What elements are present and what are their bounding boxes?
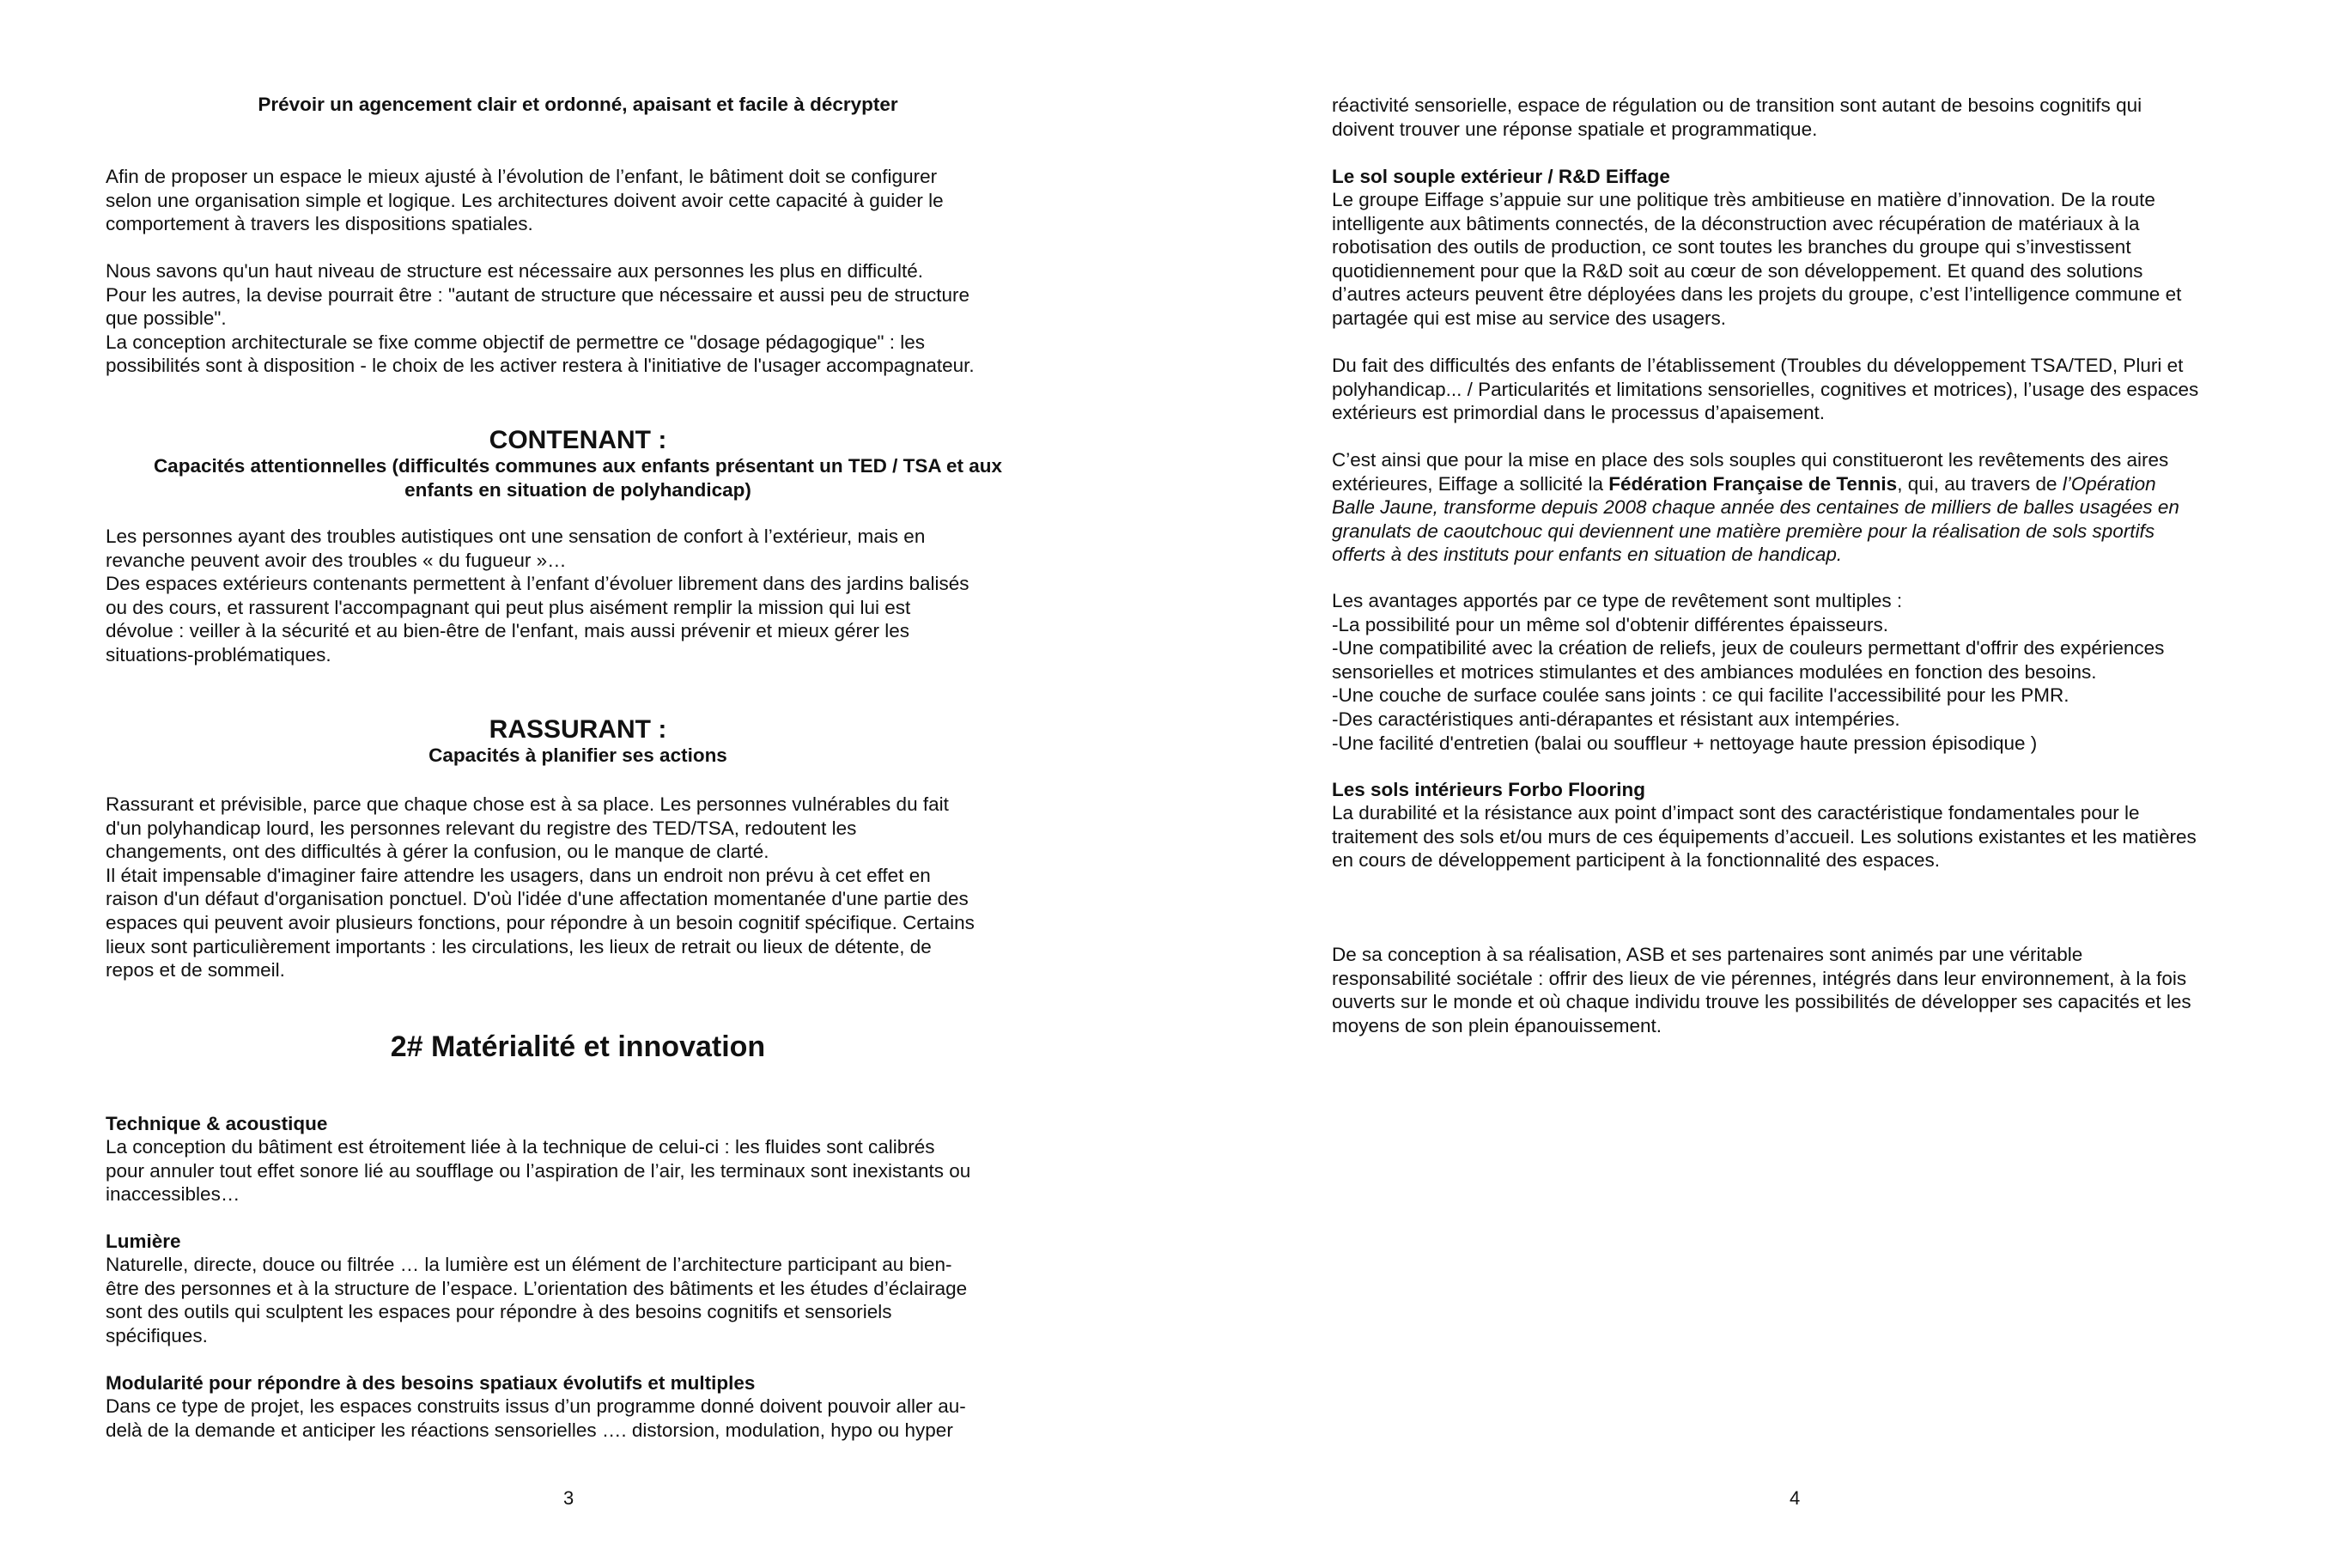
paragraph: Dans ce type de projet, les espaces construits issus d’un programme donné doivent pouvoir aller au- delà de la demande et anticiper les réactions sensorielles …. distorsion, modulation, hypo ou hyper <box>106 1395 966 1441</box>
page-number: 4 <box>1790 1487 1801 1509</box>
paragraph: La conception du bâtiment est étroitement liée à la technique de celui-ci : les fluides sont calibrés pour annuler tout effet sonore lié au soufflage ou l’aspiration de l’air, les terminaux sont inexistants ou inaccessibles… <box>106 1136 971 1206</box>
paragraph: Naturelle, directe, douce ou filtrée … la lumière est un élément de l’architecture participant au bien- être des personnes et à la structure de l’espace. L’orientation des bâtiments et les études d’éclairage sont des outils qui sculptent les espaces pour répondre à des besoins cognitifs et sensoriels spécifiques. <box>106 1254 968 1346</box>
subheading: Technique & acoustique <box>106 1113 328 1134</box>
paragraph: réactivité sensorielle, espace de régulation ou de transition sont autant de besoins cognitifs qui doivent trouver une réponse spatiale et programmatique. <box>1332 94 2142 140</box>
italic-text: l’Opération Balle Jaune, transforme depuis 2008 chaque année des centaines de milliers de balles usagées en granulats de caoutchouc qui deviennent une matière première pour la réalisation de sols sportifs offerts à des instituts pour enfants en situation de handicap. <box>1332 472 2179 566</box>
text: , qui, au travers de <box>1897 472 2063 495</box>
page-number: 3 <box>563 1487 574 1509</box>
paragraph-list: Les avantages apportés par ce type de revêtement sont multiples : -La possibilité pour un même sol d'obtenir différentes épaisseurs. -Une compatibilité avec la création de reliefs, jeux de couleurs permettant d'offrir des expériences sensorielles et motrices stimulantes et des ambiances modulées en fonction des besoins. -Une couche de surface coulée sans joints : ce qui facilite l'accessibilité pour les PMR. -Des caractéristiques anti-dérapantes et résistant aux intempéries. -Une facilité d'entretien (balai ou souffleur + nettoyage haute pression épisodique ) <box>1332 590 2165 754</box>
subheading: Les sols intérieurs Forbo Flooring <box>1332 779 1646 800</box>
paragraph: Le groupe Eiffage s’appuie sur une politique très ambitieuse en matière d’innovation. De la route intelligente aux bâtiments connectés, de la déconstruction avec récupération de matériaux à la robotisation des outils de production, ce sont toutes les branches du groupe qui s’investissent quotidiennement pour que la R&D soit au cœur de son développement. Et quand des solutions d’autres acteurs peuvent être déployées dans les projets du groupe, c’est l’intelligence commune et partagée qui est mise au service des usagers. <box>1332 189 2182 329</box>
subheading: Modularité pour répondre à des besoins spatiaux évolutifs et multiples <box>106 1372 756 1394</box>
text: C’est ainsi que pour la mise en place des sols souples qui constitueront les revêtements des aires extérieures, Eiffage a sollicité la <box>1332 449 2169 495</box>
paragraph: Nous savons qu'un haut niveau de structure est nécessaire aux personnes les plus en difficulté. Pour les autres, la devise pourrait être : "autant de structure que nécessaire et aussi peu de structure que possible". La conception architecturale se fixe comme objectif de permettre ce "dosage pédagogique" : les possibilités sont à disposition - le choix de les activer restera à l'initiative de l'usager accompagnateur. <box>106 260 975 377</box>
paragraph: La durabilité et la résistance aux point d’impact sont des caractéristique fondamentales pour le traitement des sols et/ou murs de ces équipements d’accueil. Les solutions existantes et les matières en cours de développement participent à la fonctionnalité des espaces. <box>1332 802 2197 872</box>
paragraph: De sa conception à sa réalisation, ASB et ses partenaires sont animés par une véritable responsabilité sociétale : offrir des lieux de vie pérennes, intégrés dans leur environnement, à la fois ouverts sur le monde et où chaque individu trouve les possibilités de développer ses capacités et les moyens de son plein épanouissement. <box>1332 944 2191 1036</box>
paragraph-ffft <box>1332 448 2276 567</box>
paragraph: Les personnes ayant des troubles autistiques ont une sensation de confort à l’extérieur, mais en revanche peuvent avoir des troubles « du fugueur »… Des espaces extérieurs contenants permettent à l’enfant d’évoluer librement dans des jardins balisés ou des cours, et rassurent l'accompagnant qui peut plus aisément remplir la mission qui lui est dévolue : veiller à la sécurité et au bien-être de l'enfant, mais aussi prévenir et mieux gérer les situations-problématiques. <box>106 526 969 665</box>
paragraph: Du fait des difficultés des enfants de l’établissement (Troubles du développement TSA/TED, Pluri et polyhandicap... / Particularités et limitations sensorielles, cognitives et motrices), l’usage des espaces extérieurs est primordial dans le processus d’apaisement. <box>1332 355 2199 424</box>
bold-text: Fédération Française de Tennis <box>1608 472 1898 495</box>
rassurant-title: RASSURANT : <box>489 715 667 744</box>
section-title: 2# Matérialité et innovation <box>390 1030 766 1063</box>
subheading: Le sol souple extérieur / R&D Eiffage <box>1332 166 1670 187</box>
paragraph: Rassurant et prévisible, parce que chaque chose est à sa place. Les personnes vulnérables du fait d'un polyhandicap lourd, les personnes relevant du registre des TED/TSA, redoutent les changements, ont des difficultés à gérer la confusion, ou le manque de clarté. Il était impensable d'imaginer faire attendre les usagers, dans un endroit non prévu à cet effet en raison d'un défaut d'organisation ponctuel. D'où l'idée d'une affectation momentanée d'une partie des espaces qui peuvent avoir plusieurs fonctions, pour répondre à un besoin cognitif spécifique. Certains lieux sont particulièrement importants : les circulations, les lieux de retrait ou lieux de détente, de repos et de sommeil. <box>106 793 975 982</box>
subheading: Lumière <box>106 1231 181 1252</box>
contenant-subtitle: Capacités attentionnelles (difficultés communes aux enfants présentant un TED / TSA et aux enfants en situation de polyhandicap) <box>153 455 1003 501</box>
contenant-title: CONTENANT : <box>489 426 667 454</box>
section-heading: Prévoir un agencement clair et ordonné, apaisant et facile à décrypter <box>258 94 898 115</box>
rassurant-subtitle: Capacités à planifier ses actions <box>428 744 727 766</box>
paragraph: Afin de proposer un espace le mieux ajusté à l’évolution de l’enfant, le bâtiment doit se configurer selon une organisation simple et logique. Les architectures doivent avoir cette capacité à guider le comportement à travers les dispositions spatiales. <box>106 166 944 235</box>
